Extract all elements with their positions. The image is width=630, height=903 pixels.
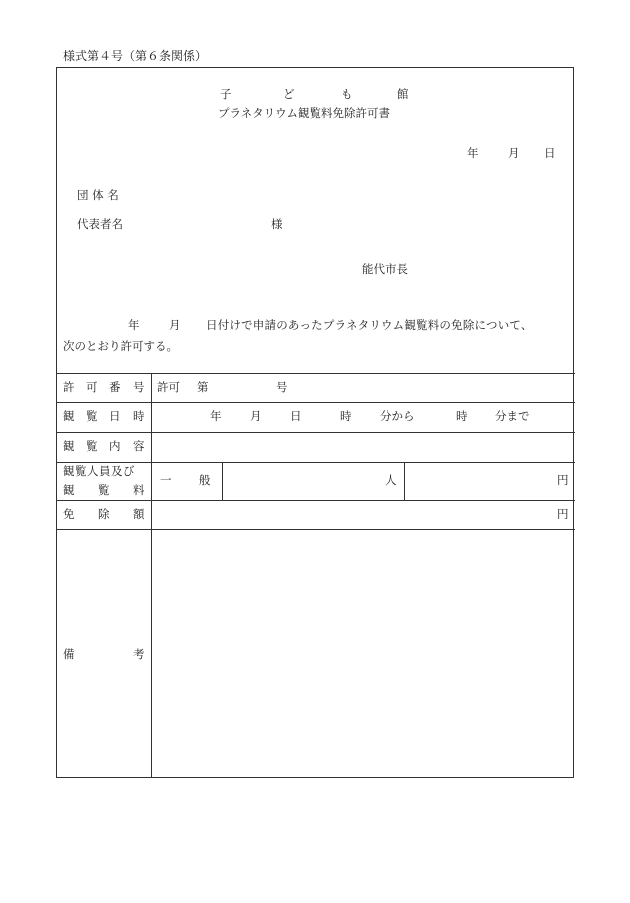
document-title: プラネタリウム観覧料免除許可書	[218, 106, 391, 120]
row-divider-3	[56, 462, 575, 463]
fee-yen-unit: 円	[557, 473, 569, 487]
form-number-label: 様式第４号（第６条関係）	[63, 49, 208, 63]
date-day-label: 日	[544, 146, 556, 160]
label-datetime-char-2: 覧	[86, 409, 98, 423]
category-char-2: 般	[199, 473, 211, 487]
permit-go: 号	[276, 380, 288, 394]
body-text-line-2: 次のとおり許可する。	[63, 339, 178, 353]
datetime-month: 月	[250, 409, 262, 423]
representative-label: 代表者名	[77, 217, 123, 231]
label-content-char-2: 覧	[86, 439, 98, 453]
datetime-end-min: 分まで	[495, 409, 530, 423]
label-fee-char-3: 料	[133, 483, 145, 497]
category-divider	[222, 462, 223, 500]
table-top-border	[56, 373, 575, 374]
issuer-name: 能代市長	[362, 262, 408, 276]
row-divider-5	[56, 529, 575, 530]
title-char-2: ど	[283, 87, 295, 101]
label-exempt-char-3: 額	[133, 507, 145, 521]
title-char-1: 子	[220, 87, 232, 101]
label-exempt-char-2: 除	[98, 507, 110, 521]
title-char-4: 館	[397, 87, 409, 101]
exempt-yen-unit: 円	[557, 507, 569, 521]
datetime-start-min: 分から	[380, 409, 415, 423]
row-divider-4	[56, 500, 575, 501]
label-permit-char-1: 許	[63, 380, 75, 394]
people-unit: 人	[385, 473, 397, 487]
label-content-char-1: 観	[63, 439, 75, 453]
label-permit-char-2: 可	[86, 380, 98, 394]
label-content-char-4: 容	[133, 439, 145, 453]
datetime-start-hour: 時	[340, 409, 352, 423]
label-permit-char-3: 番	[109, 380, 121, 394]
people-fee-divider	[404, 462, 405, 500]
label-exempt-char-1: 免	[63, 507, 75, 521]
datetime-end-hour: 時	[456, 409, 468, 423]
label-datetime-char-4: 時	[133, 409, 145, 423]
label-remarks-char-1: 備	[63, 647, 75, 661]
label-fee-char-2: 覧	[98, 483, 110, 497]
body-text-line-1: 日付けで申請のあったプラネタリウム観覧料の免除について、	[206, 318, 533, 332]
label-people-fee-line-1: 観覧人員及び	[63, 464, 135, 478]
label-datetime-char-3: 日	[109, 409, 121, 423]
label-remarks-char-2: 考	[133, 647, 145, 661]
permit-prefix: 許可	[157, 380, 180, 394]
date-year-label: 年	[467, 146, 479, 160]
body-month: 月	[169, 318, 181, 332]
body-year: 年	[128, 318, 140, 332]
label-fee-char-1: 観	[63, 483, 75, 497]
group-name-label: 団 体 名	[77, 188, 119, 202]
label-datetime-char-1: 観	[63, 409, 75, 423]
row-divider-1	[56, 402, 575, 403]
category-char-1: 一	[160, 473, 172, 487]
row-divider-2	[56, 432, 575, 433]
label-content-char-3: 内	[109, 439, 121, 453]
label-column-divider	[151, 373, 152, 778]
date-month-label: 月	[508, 146, 520, 160]
title-char-3: も	[341, 87, 353, 101]
honorific-sama: 様	[271, 217, 283, 231]
datetime-day: 日	[290, 409, 302, 423]
datetime-year: 年	[210, 409, 222, 423]
permit-dai: 第	[197, 380, 209, 394]
label-permit-char-4: 号	[133, 380, 145, 394]
